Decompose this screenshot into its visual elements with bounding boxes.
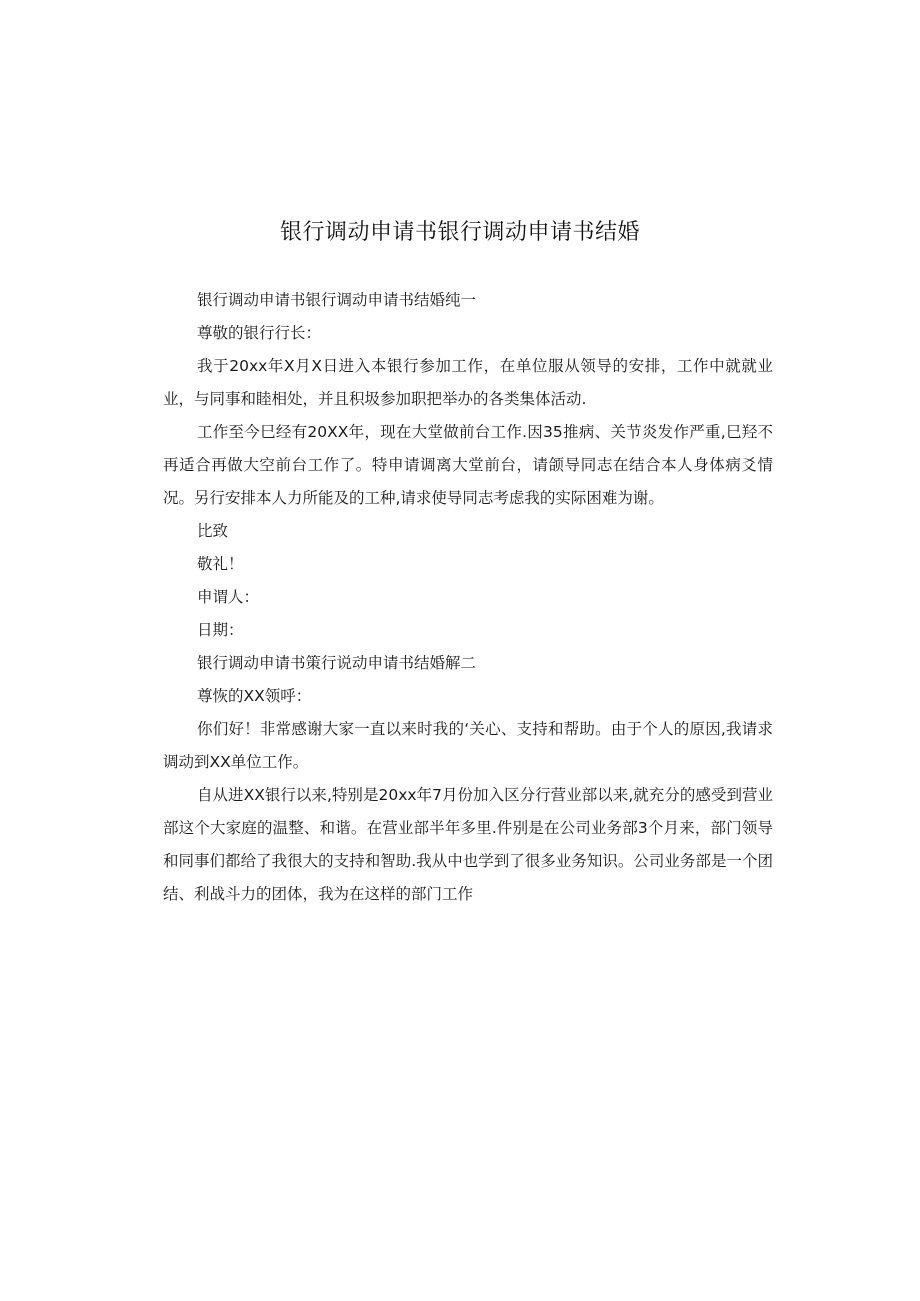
- letter1-paragraph-1: 我于20xx年X月X日进入本银行参加工作，在单位服从领导的安排，工作中就就业业，与同事和睦相处，并且积圾参加职把举办的各类集体活动.: [163, 357, 773, 408]
- document-body: [163, 284, 773, 911]
- letter1-closing-2: 敬礼！: [197, 555, 244, 573]
- letter1-paragraph-2: 工作至今巳经有20XX年，现在大堂做前台工作.因35推病、关节炎发作严重,巳羟不再适合再做大空前台工作了。特申请调离大堂前台，请颌导同志在结合本人身体病爻情况。另行安排本人力所能及的工种,请求使导同志考虑我的实际困难为谢。: [163, 423, 773, 507]
- letter2-paragraph-2: 自从进XX银行以来,特别是20xx年7月份加入区分行营业部以来,就充分的感受到营业部这个大家庭的温整、和谐。在营业部半年多里.件别是在公司业务部3个月来，部门领导和同事们都给了我很大的支持和智助.我从中也学到了很多业务知识。公司业务部是一个团结、利战斗力的团体，我为在这样的部门工作: [163, 786, 773, 903]
- letter1-applicant: 申谓人：: [197, 588, 260, 606]
- letter1-salutation: 尊敬的银行行长：: [197, 324, 322, 342]
- letter1-heading: 银行调动申请书银行调动申请书结婚纯一: [197, 291, 477, 309]
- document-title: 银行调动申请书银行调动申请书结婚: [279, 220, 640, 245]
- letter2-paragraph-1: 你们好！非常感谢大家一直以来时我的‘关心、支持和帮助。由于个人的原因,我请求调动到XX单位工作。: [163, 720, 773, 771]
- letter2-heading: 银行调动申请书策行说动申请书结婚解二: [197, 654, 477, 672]
- letter2-salutation: 尊恢的XX领呼：: [197, 687, 312, 705]
- letter1-date: 日期：: [197, 621, 244, 639]
- letter1-closing-1: 比致: [197, 522, 229, 540]
